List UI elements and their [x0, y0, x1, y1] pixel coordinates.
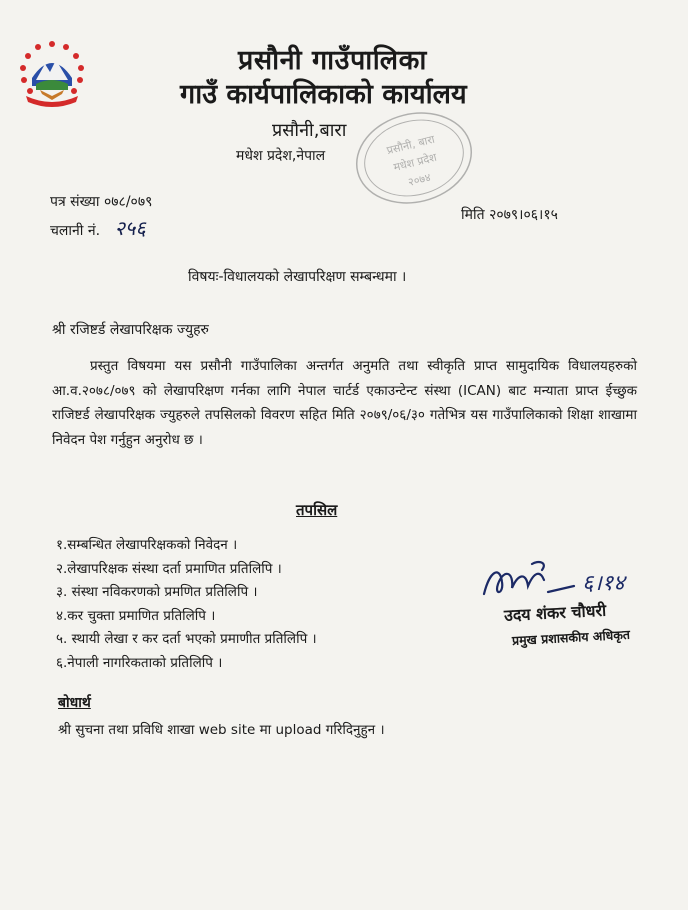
list-item: ४.कर चुक्ता प्रमाणित प्रतिलिपि । [56, 607, 216, 624]
cc-text: श्री सुचना तथा प्रविधि शाखा web site मा upload गरिदिनुहुन । [58, 722, 385, 738]
letter-number-label: पत्र संख्या [50, 194, 100, 210]
office-stamp [350, 104, 478, 212]
list-item: १.सम्बन्धित लेखापरिक्षकको निवेदन । [56, 537, 238, 553]
cc-heading: बोधार्थ [58, 695, 91, 711]
letter-number-value: ०७८/०७९ [103, 194, 153, 210]
body-paragraph: प्रस्तुत विषयमा यस प्रसौनी गाउँपालिका अन्तर्गत अनुमति तथा स्वीकृति प्राप्त सामुदायिक विधालयहरुको आ.व.२०७८/०७९ को लेखापरिक्षण गर्नका लागि नेपाल चार्टर्ड एकाउन्टेन्ट संस्था (ICAN) बाट मन्याता प्राप्त ईच्छुक राजिष्टर्ड लेखापरिक्षक ज्युहरुले तपसिलको विवरण सहित मिति २०७९/०६/३० गतेभित्र यस गाउँपालिकाको शिक्षा शाखामा निवेदन पेश गर्नुहुन अनुरोध छ । [52, 358, 637, 448]
dispatch-number-label: चलानी नं. [50, 223, 101, 239]
date-label: मिति [461, 207, 485, 223]
salutation: श्री रजिष्टर्ड लेखापरिक्षक ज्युहरु [52, 322, 209, 338]
office-name: गाउँ कार्यपालिकाको कार्यालय [180, 79, 467, 110]
date-value: २०७९।०६।१५ [489, 207, 558, 223]
address-line-2: मधेश प्रदेश,नेपाल [236, 148, 326, 164]
stamp-text-1: प्रसौनी, बारा [385, 132, 437, 158]
organization-name: प्रसौनी गाउँपालिका [238, 45, 427, 76]
stamp-text-3: २०७४ [406, 170, 433, 189]
list-item: ५. स्थायी लेखा र कर दर्ता भएको प्रमाणीत प्रतिलिपि । [56, 631, 317, 648]
signature-date: ६।१४ [582, 571, 625, 596]
letter-date [461, 205, 558, 224]
address-line-1: प्रसौनी,बारा [272, 120, 347, 141]
subject-line: विषयः-विधालयको लेखापरिक्षण सम्बन्धमा । [188, 269, 407, 285]
nepal-government-emblem-icon [18, 38, 86, 110]
list-item: ३. संस्था नविकरणको प्रमणित प्रतिलिपि । [56, 584, 258, 601]
attachment-list [56, 534, 317, 676]
signatory-name: उदय शंकर चौधरी [503, 600, 607, 625]
stamp-text-2: मधेश प्रदेश [392, 150, 438, 174]
signatory-title: प्रमुख प्रशासकीय अधिकृत [511, 626, 631, 648]
letter-number [50, 192, 152, 211]
details-heading: तपसिल [296, 501, 338, 519]
dispatch-number [50, 214, 146, 241]
handwritten-signature [478, 556, 668, 606]
list-item: ६.नेपाली नागरिकताको प्रतिलिपि । [56, 654, 223, 671]
dispatch-number-value: २५६ [114, 216, 146, 240]
list-item: २.लेखापरिक्षक संस्था दर्ता प्रमाणित प्रतिलिपि । [56, 560, 282, 577]
